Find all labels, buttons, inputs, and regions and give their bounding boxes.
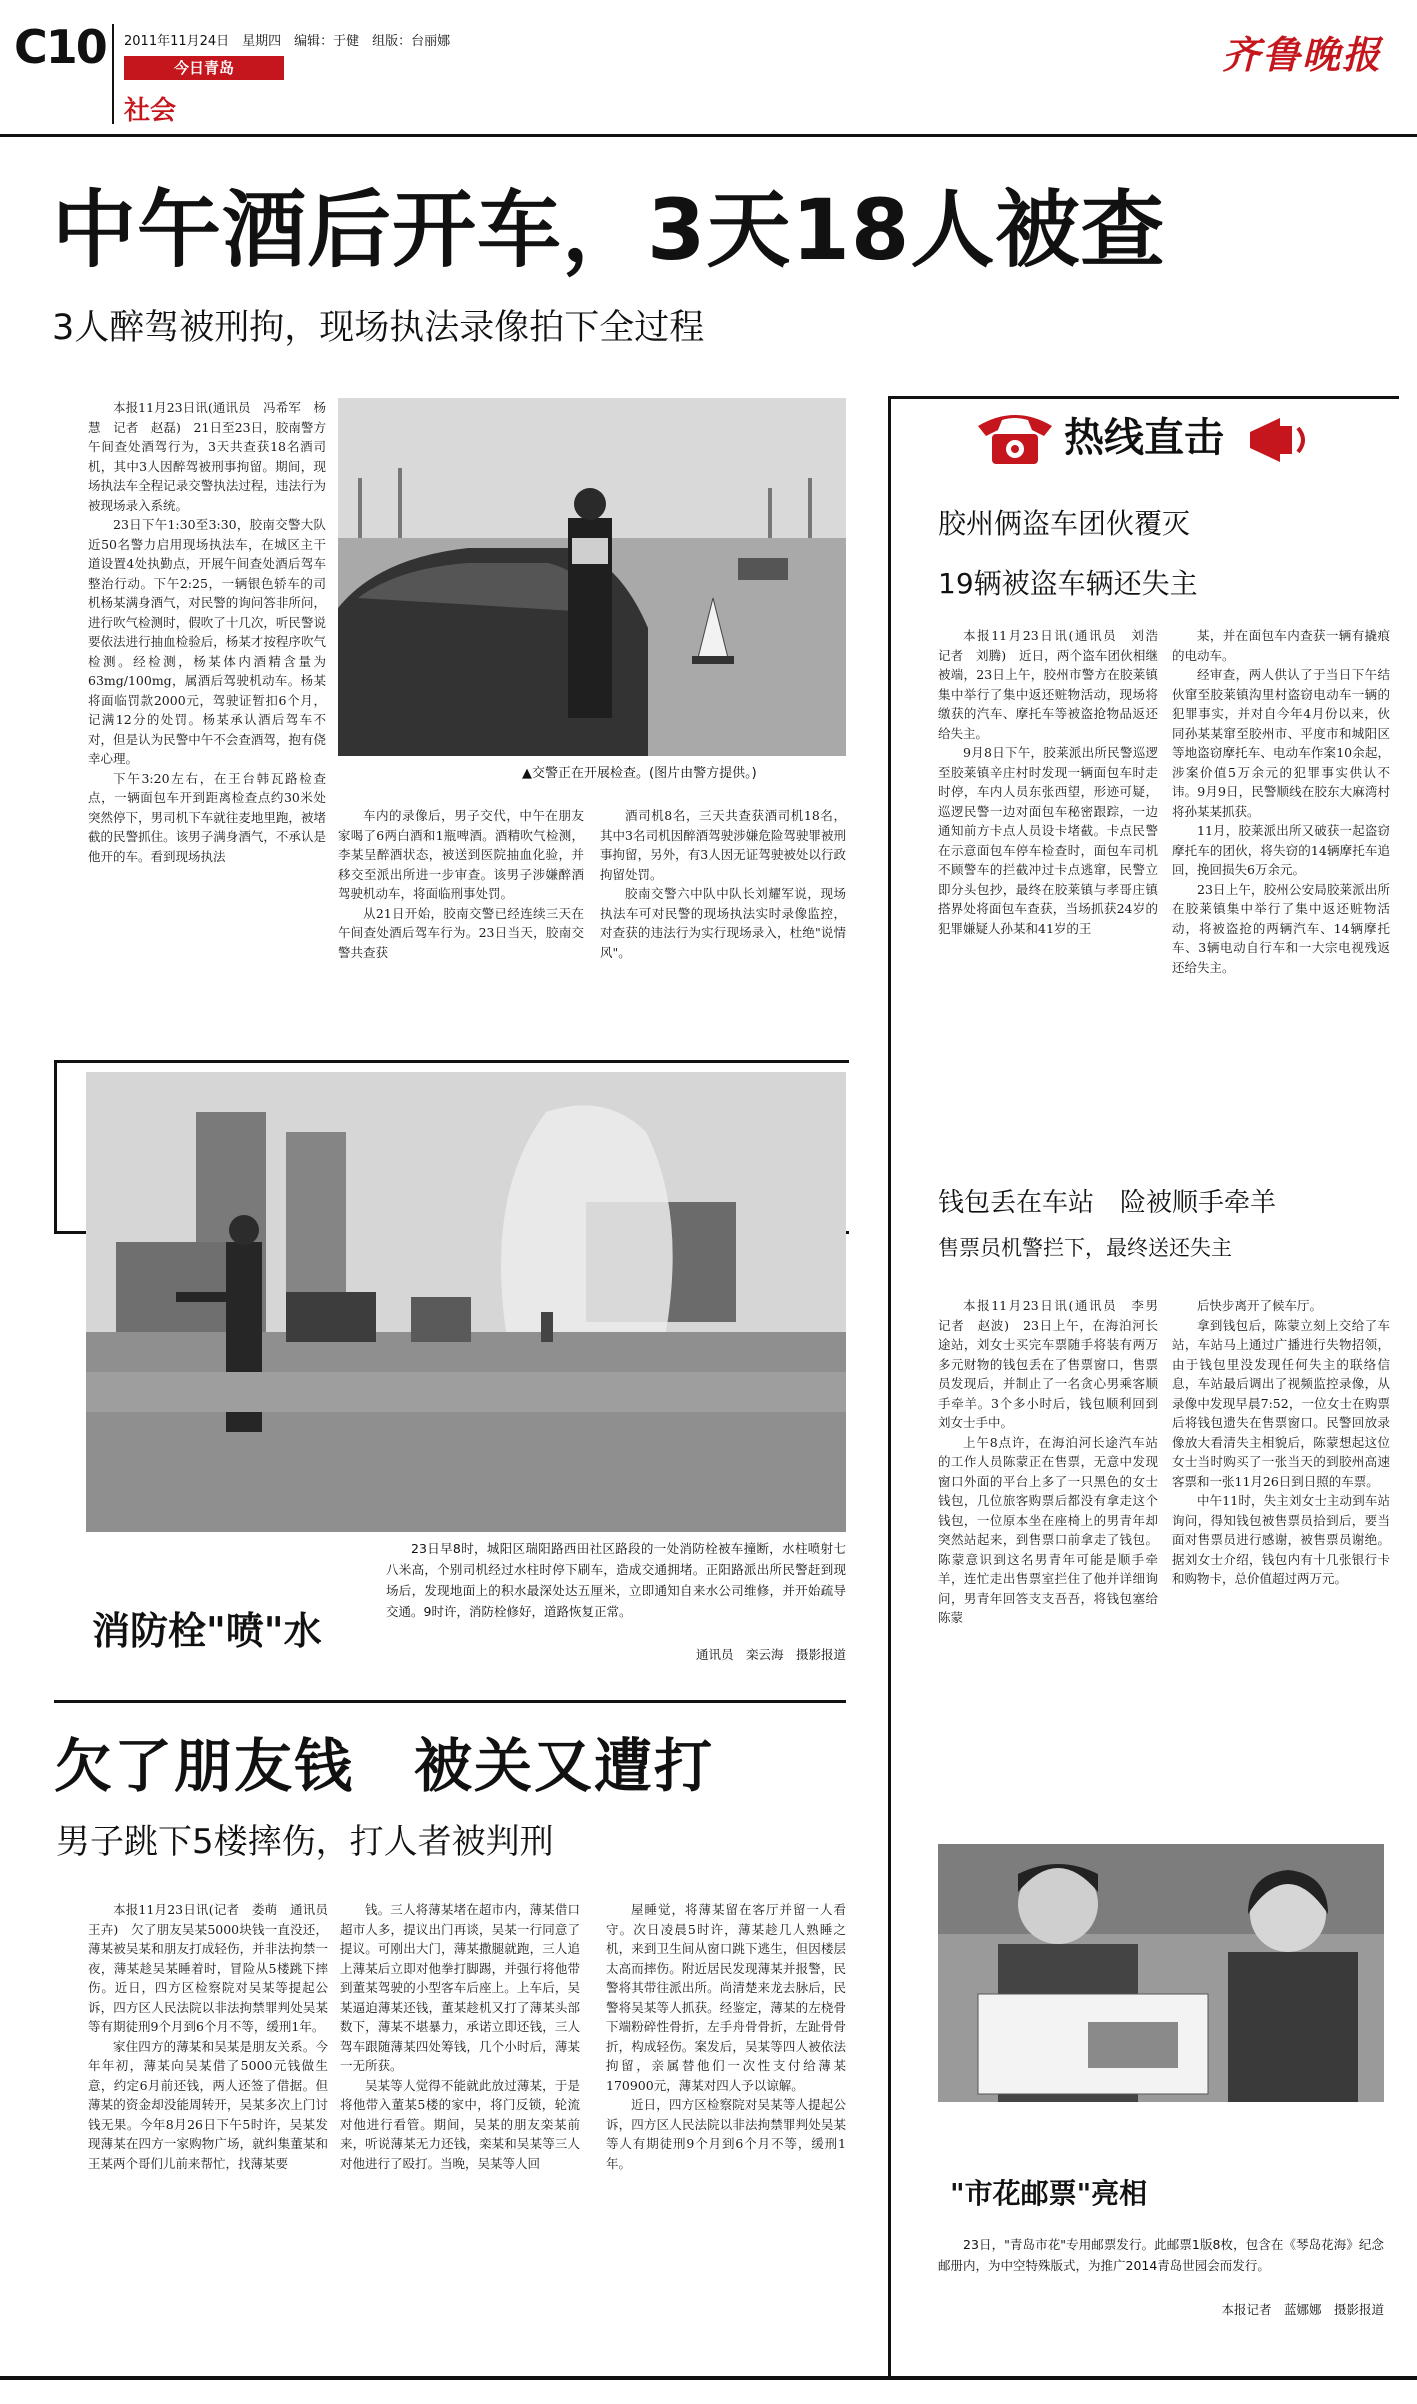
hotline-story2-column-1 [938, 1296, 1171, 1628]
stamp-caption: 23日，"青岛市花"专用邮票发行。此邮票1版8枚，包含在《琴岛花海》纪念邮册内，为中空特殊版式，为推广2014青岛世园会而发行。 [938, 2237, 1384, 2273]
debt-column-3 [606, 1900, 846, 2173]
hotline-story1-headline2: 19辆被盗车辆还失主 [938, 567, 1198, 600]
debt-subhead: 男子跳下5楼摔伤，打人者被判刑 [56, 1822, 554, 1862]
paragraph: 23日下午1:30至3:30，胶南交警大队近50名警力启用现场执法车，在城区主干道设置4处执勤点，开展午间查处酒后驾车整治行动。下午2:25，一辆银色轿车的司机杨某满身酒气，对民警的询问答非所问，进行吹气检测时，假吹了十几次，听民警说要依法进行抽血检验后，杨某才按程序吹气检测。经检测，杨某体内酒精含量为63mg/100mg，属酒后驾驶机动车。杨某将面临罚款2000元，驾驶证暂扣6个月，记满12分的处罚。杨某承认酒后驾车不对，但是认为民警中午不会查酒驾，抱有侥幸心理。 [88, 517, 326, 766]
paragraph: 本报11月23日讯(通讯员 冯希军 杨慧 记者 赵磊) 21日至23日，胶南警方午间查处酒驾行为，3天共查获18名酒司机，其中3人因醉驾被刑事拘留。期间，现场执法车全程记录交警执法过程，违法行为被现场录入系统。 [88, 400, 326, 513]
paragraph: 23日上午，胶州公安局胶莱派出所在胶莱镇集中举行了集中返还赃物活动，将被盗抢的两辆汽车、14辆摩托车、3辆电动自行车和一大宗电视残返还给失主。 [1172, 881, 1390, 975]
paragraph: 11月，胶莱派出所又破获一起盗窃摩托车的团伙，将失窃的14辆摩托车追回，挽回损失6万余元。 [1172, 823, 1390, 877]
lead-subhead: 3人醉驾被刑拘，现场执法录像拍下全过程 [52, 308, 705, 348]
telephone-icon [970, 404, 1060, 470]
hotline-story2-subhead: 售票员机警拦下，最终送还失主 [938, 1236, 1232, 1260]
section-title: 社会 [124, 96, 177, 126]
paragraph: 胶南交警六中队中队长刘耀军说，现场执法车可对民警的现场执法实时录像监控，对查获的违法行为实行现场录入，杜绝"说情风"。 [600, 886, 846, 960]
paragraph: 近日，四方区检察院对吴某等人提起公诉，四方区人民法院以非法拘禁罪判处吴某等人有期徒刑9个月到6个月不等，缓刑1年。 [606, 2097, 846, 2171]
paragraph: 下午3:20左右，在王台韩瓦路检查点，一辆面包车开到距离检查点约30米处突然停下，男司机下车就往麦地里跑，被堵截的民警抓住。该男子满身酒气，不承认是他开的车。看到现场执法 [88, 770, 326, 864]
police-check-photo [338, 398, 846, 756]
paragraph: 后快步离开了候车厅。 [1197, 1298, 1323, 1313]
stamp-photo [938, 1844, 1384, 2102]
paragraph: 本报11月23日讯(通讯员 李男 记者 赵波) 23日上午，在海泊河长途站，刘女士买完车票随手将装有两万多元财物的钱包丢在了售票窗口，售票员发现后，并制止了一名贪心男乘客顺手牵羊。3个多小时后，钱包顺利回到刘女士手中。 [938, 1298, 1171, 1430]
police-photo-caption: ▲交警正在开展检查。(图片由警方提供。) [522, 766, 757, 781]
header-rule [0, 134, 1417, 137]
paragraph: 中午11时，失主刘女士主动到车站询问，得知钱包被售票员拾到后，要当面对售票员进行感谢，被售票员谢绝。据刘女士介绍，钱包内有十几张银行卡和购物卡，总价值超过两万元。 [1172, 1493, 1390, 1586]
hotline-story2-column-2 [1172, 1296, 1390, 1589]
masthead-logo: 齐鲁晚报 [1222, 32, 1383, 77]
date-line: 2011年11月24日 星期四 编辑：于健 组版：台丽娜 [124, 34, 451, 49]
hotline-story2-headline: 钱包丢在车站 险被顺手牵羊 [938, 1188, 1277, 1218]
paragraph: 本报11月23日讯(通讯员 刘浩 记者 刘腾) 近日，两个盗车团伙相继被端，23日上午，胶州市警方在胶莱镇集中举行了集中返还赃物活动，现场将缴获的汽车、摩托车等被盗抢物品返还给失主。 [938, 628, 1171, 741]
debt-column-1 [88, 1900, 341, 2173]
police-scene-illustration [338, 398, 846, 756]
lead-headline: 中午酒后开车，3天18人被查 [52, 181, 1166, 279]
fire-hydrant-caption: 23日早8时，城阳区瑞阳路西田社区路段的一处消防栓被车撞断，水柱喷射七八米高，个别司机经过水柱时停下刷车，造成交通拥堵。正阳路派出所民警赶到现场后，发现地面上的积水最深处达五厘米，立即通知自来水公司维修，并开始疏导交通。9时许，消防栓修好，道路恢复正常。 [386, 1541, 846, 1619]
debt-headline: 欠了朋友钱 被关又遭打 [54, 1732, 715, 1800]
hotline-story1-column-2 [1172, 626, 1390, 977]
hotline-banner [960, 402, 1320, 472]
fire-hydrant-credit: 通讯员 栾云海 摄影报道 [695, 1647, 846, 1662]
paragraph: 车内的录像后，男子交代，中午在朋友家喝了6两白酒和1瓶啤酒。酒精吹气检测，李某呈醉酒状态，被送到医院抽血化验，并移交至派出所进一步审查。该男子涉嫌醉酒驾驶机动车，将面临刑事处罚。 [338, 808, 584, 901]
footer-rule [0, 2376, 1417, 2380]
lead-column-1 [88, 398, 326, 866]
paragraph: 拿到钱包后，陈蒙立刻上交给了车站，车站马上通过广播进行失物招领，由于钱包里没发现任何失主的联络信息，车站最后调出了视频监控录像，从录像中发现早晨7:52，一位女士在购票后将钱包遗失在售票窗口。民警回放录像放大看清失主相貌后，陈蒙想起这位女士当时购买了一张当天的到胶州高速客票和一张11月26日到日照的车票。 [1172, 1317, 1390, 1489]
paragraph: 吴某等人觉得不能就此放过薄某，于是将他带入董某5楼的家中，将门反锁，轮流对他进行看管。期间，吴某的朋友栾某前来，听说薄某无力还钱，栾某和吴某等三人对他进行了殴打。当晚，吴某等人回 [340, 2077, 580, 2171]
hydrant-scene-illustration [86, 1072, 846, 1532]
fire-hydrant-photo [86, 1072, 846, 1532]
children-stamp-illustration [938, 1844, 1384, 2102]
debt-column-2 [340, 1900, 580, 2173]
paragraph: 本报11月23日讯(记者 娄萌 通讯员 王卉) 欠了朋友吴某5000块钱一直没还，薄某被吴某和朋友打成轻伤，并非法拘禁一夜，薄某趁吴某睡着时，冒险从5楼跳下摔伤。近日，四方区检察院对吴某等提起公诉，四方区人民法院以非法拘禁罪判处吴某等有期徒刑9个月到6个月不等，缓刑1年。 [88, 1902, 341, 2034]
hotline-story1-column-1 [938, 626, 1171, 938]
paragraph: 钱。三人将薄某堵在超市内，薄某借口超市人多，提议出门再谈，吴某一行同意了提议。可刚出大门，薄某撒腿就跑，三人追上薄某后立即对他拳打脚踢，并强行将他带到董某驾驶的小型客车后座上。上车后，吴某逼迫薄某还钱，董某趁机又打了薄某头部数下，薄某不堪暴力，承诺立即还钱，三人驾车跟随薄某四处筹钱，几个小时后，薄某一无所获。 [340, 1902, 580, 2073]
megaphone-icon [1246, 412, 1316, 468]
paragraph: 经审查，两人供认了于当日下午结伙窜至胶莱镇沟里村盗窃电动车一辆的犯罪事实，并对自今年4月份以来，伙同孙某某窜至胶州市、平度市和城阳区等地盗窃摩托车、电动车作案10余起，涉案价值5万余元的犯罪事实供认不讳。9月9日，民警顺线在胶东大麻湾村将孙某某抓获。 [1172, 667, 1390, 819]
paragraph: 上午8点许，在海泊河长途汽车站的工作人员陈蒙正在售票，无意中发现窗口外面的平台上多了一只黑色的女士钱包，几位旅客购票后都没有拿走这个钱包，一位原本坐在座椅上的男青年却突然站起来，到售票口前拿走了钱包。陈蒙意识到这名男青年可能是顺手牵羊，连忙走出售票室拦住了他并详细询问，男青年回答支支吾吾，将钱包塞给陈蒙 [938, 1434, 1158, 1625]
lead-column-2 [338, 806, 584, 962]
debt-top-rule [54, 1700, 846, 1703]
paragraph: 酒司机8名，三天共查获酒司机18名，其中3名司机因醉酒驾驶涉嫌危险驾驶罪被刑事拘留，另外，有3人因无证驾驶被处以行政拘留处罚。 [600, 808, 846, 882]
paragraph: 从21日开始，胶南交警已经连续三天在午间查处酒后驾车行为。23日当天，胶南交警共查获 [338, 905, 584, 960]
hotline-title: 热线直击 [1064, 415, 1224, 461]
lead-column-3 [600, 806, 846, 962]
stamp-title: "市花邮票"亮相 [950, 2177, 1148, 2210]
paragraph: 某，并在面包车内查获一辆有撬痕的电动车。 [1172, 628, 1390, 663]
paragraph: 屋睡觉，将薄某留在客厅并留一人看守。次日凌晨5时许，薄某趁几人熟睡之机，来到卫生间从窗口跳下逃生，但因楼层太高而摔伤。附近居民发现薄某并报警，民警将其带往派出所。尚清楚来龙去脉后，民警将吴某等人抓获。经鉴定，薄某的左桡骨下端粉碎性骨折，左手舟骨骨折，左趾骨骨折，构成轻伤。案发后，吴某等四人被依法拘留，亲属替他们一次性支付给薄某170900元，薄某对四人予以谅解。 [606, 1902, 846, 2093]
paragraph: 家住四方的薄某和吴某是朋友关系。今年年初，薄某向吴某借了5000元钱做生意，约定6月前还钱，两人还签了借据。但薄某的资金却没能周转开，吴某多次上门讨钱无果。今年8月26日下午5时许，吴某发现薄某在四方一家购物广场，就纠集董某和王某两个哥们儿前来帮忙，找薄某要 [88, 2038, 328, 2171]
stamp-credit: 本报记者 蓝娜娜 摄影报道 [1221, 2302, 1384, 2317]
header-divider [112, 24, 114, 124]
hotline-story1-headline1: 胶州俩盗车团伙覆灭 [938, 507, 1191, 540]
fire-hydrant-title: 消防栓"喷"水 [92, 1609, 322, 1653]
paragraph: 9月8日下午，胶莱派出所民警巡逻至胶莱镇辛庄村时发现一辆面包车时走时停，车内人员东张西望，形迹可疑，巡逻民警一边对面包车秘密跟踪，一边通知前方卡点人员设卡堵截。卡点民警在示意面包车停车检查时，面包车司机不顾警车的拦截冲过卡点逃窜，民警立即分头包抄，最终在胶莱镇与孝哥庄镇搭界处将面包车查获，当场抓获24岁的犯罪嫌疑人孙某和41岁的王 [938, 745, 1158, 936]
section-tag: 今日青岛 [124, 56, 284, 80]
page-number: C10 [14, 20, 106, 74]
